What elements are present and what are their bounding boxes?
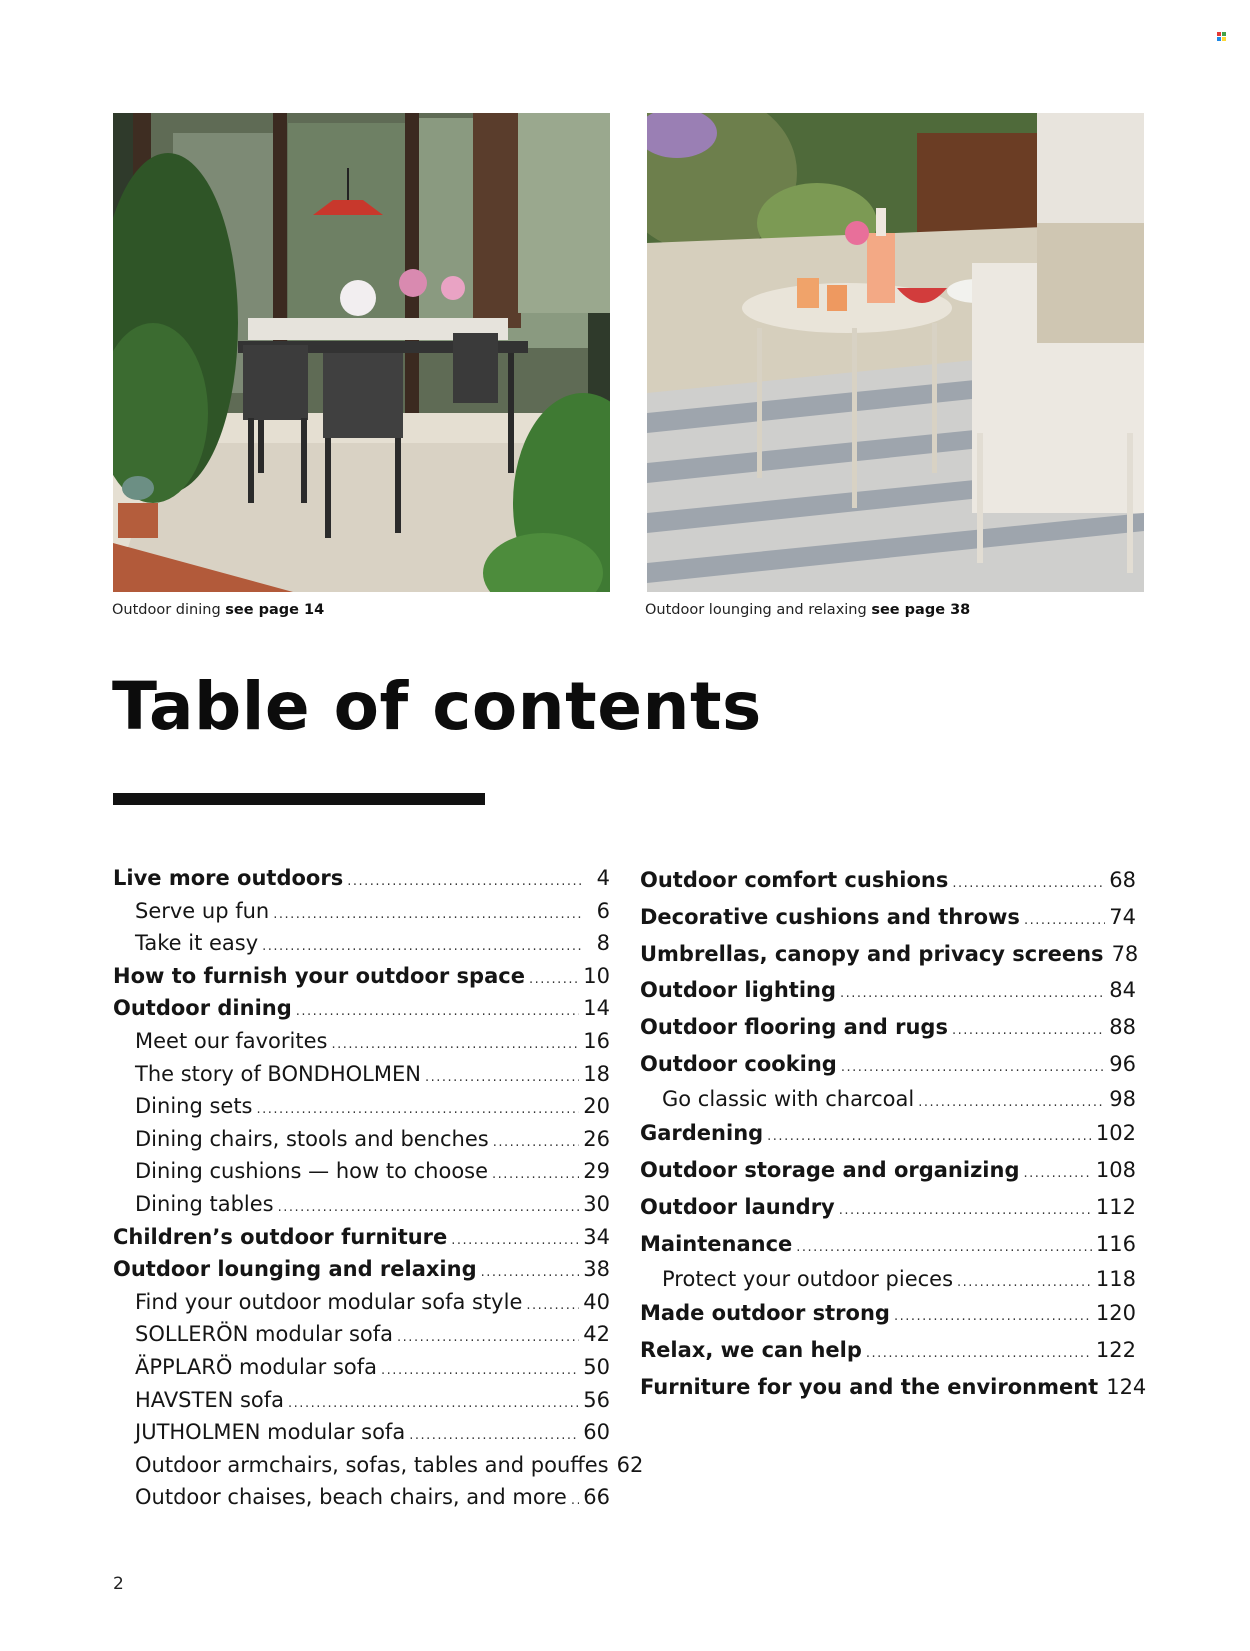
toc-page-number: 78: [1111, 941, 1139, 966]
toc-entry[interactable]: [640, 1085, 1136, 1118]
caption-outdoor-lounging: [645, 602, 970, 618]
caption-text: Outdoor lounging and relaxing: [645, 602, 867, 618]
toc-dot-leader: [839, 1194, 1092, 1228]
toc-entry-title: Outdoor armchairs, sofas, tables and pouffes: [135, 1452, 609, 1477]
toc-page-number: 6: [596, 898, 610, 923]
toc-dot-leader: [952, 1014, 1105, 1048]
toc-entry-title: ÄPPLARÖ modular sofa: [135, 1354, 378, 1379]
toc-entry[interactable]: [113, 994, 610, 1027]
toc-entry-title: Meet our favorites: [135, 1028, 328, 1053]
toc-dot-leader: [273, 900, 584, 930]
toc-dot-leader: [278, 1193, 580, 1223]
page-title: Table of contents: [112, 668, 762, 745]
toc-entry-title: Dining chairs, stools and benches: [135, 1126, 489, 1151]
toc-entry[interactable]: [113, 1223, 610, 1256]
toc-dot-leader: [492, 1160, 579, 1190]
toc-page-number: 118: [1095, 1266, 1136, 1291]
toc-dot-leader: [451, 1226, 579, 1256]
toc-entry[interactable]: [640, 1371, 1147, 1408]
toc-entry[interactable]: [640, 1191, 1136, 1228]
toc-column-right: [640, 864, 1147, 1408]
toc-entry-title: The story of BONDHOLMEN: [135, 1061, 421, 1086]
toc-entry-title: SOLLERÖN modular sofa: [135, 1322, 394, 1347]
toc-entry-title: JUTHOLMEN modular sofa: [135, 1420, 406, 1445]
toc-page-number: 108: [1095, 1158, 1136, 1183]
toc-entry[interactable]: [113, 1157, 610, 1190]
toc-entry[interactable]: [113, 1190, 610, 1223]
toc-entry-title: Maintenance: [640, 1231, 793, 1256]
toc-entry-title: Outdoor lighting: [640, 978, 836, 1003]
title-underline-rule: [113, 793, 485, 805]
toc-dot-leader: [409, 1421, 579, 1451]
toc-entry[interactable]: [640, 864, 1136, 901]
toc-dot-leader: [397, 1323, 579, 1353]
toc-dot-leader: [288, 1389, 579, 1419]
toc-page-number: 18: [583, 1061, 610, 1086]
toc-entry[interactable]: [640, 938, 1139, 975]
toc-entry-title: Live more outdoors: [113, 866, 344, 890]
toc-dot-leader: [767, 1120, 1092, 1154]
toc-page-number: 29: [583, 1159, 610, 1184]
toc-entry[interactable]: [640, 1154, 1136, 1191]
toc-page-number: 26: [583, 1126, 610, 1151]
toc-entry[interactable]: [113, 1320, 610, 1353]
toc-entry-title: Children’s outdoor furniture: [113, 1224, 448, 1249]
toc-dot-leader: [796, 1231, 1092, 1265]
toc-entry[interactable]: [113, 1483, 610, 1516]
toc-entry[interactable]: [640, 1117, 1136, 1154]
toc-entry[interactable]: [113, 897, 610, 930]
toc-dot-leader: [918, 1088, 1105, 1118]
toc-page-number: 40: [583, 1289, 610, 1314]
toc-dot-leader: [331, 1030, 579, 1060]
toc-entry[interactable]: [113, 1451, 644, 1484]
toc-entry-title: Take it easy: [135, 931, 259, 956]
toc-page-number: 102: [1095, 1121, 1136, 1146]
toc-entry-title: HAVSTEN sofa: [135, 1387, 285, 1412]
toc-page-number: 66: [583, 1485, 610, 1510]
toc-column-left: [113, 864, 644, 1516]
toc-page-number: 8: [596, 931, 610, 956]
toc-dot-leader: [296, 997, 580, 1027]
toc-entry[interactable]: [640, 1334, 1136, 1371]
toc-entry[interactable]: [113, 1092, 610, 1125]
toc-page-number: 96: [1109, 1051, 1136, 1076]
toc-entry-title: Dining tables: [135, 1191, 274, 1216]
toc-entry-title: Dining cushions — how to choose: [135, 1159, 489, 1184]
toc-dot-leader: [957, 1268, 1092, 1298]
toc-dot-leader: [571, 1486, 579, 1516]
toc-entry-title: Find your outdoor modular sofa style: [135, 1289, 523, 1314]
toc-entry-title: Outdoor lounging and relaxing: [113, 1257, 477, 1282]
toc-dot-leader: [840, 977, 1105, 1011]
toc-entry[interactable]: [640, 1228, 1136, 1265]
outdoor-lounging-photo: [647, 113, 1144, 592]
toc-page-number: 60: [583, 1420, 610, 1445]
toc-entry[interactable]: [640, 1011, 1136, 1048]
toc-entry-title: Outdoor flooring and rugs: [640, 1015, 948, 1040]
toc-page-number: 30: [583, 1191, 610, 1216]
toc-dot-leader: [481, 1258, 580, 1288]
toc-entry[interactable]: [640, 1265, 1136, 1298]
toc-entry[interactable]: [113, 1418, 610, 1451]
toc-dot-leader: [526, 1291, 579, 1321]
toc-entry[interactable]: [640, 974, 1136, 1011]
toc-page-number: 68: [1109, 868, 1136, 892]
toc-entry[interactable]: [640, 1048, 1136, 1085]
toc-dot-leader: [1023, 1157, 1091, 1191]
toc-page-number: 4: [596, 866, 610, 890]
toc-page-number: 116: [1095, 1231, 1136, 1256]
toc-dot-leader: [347, 867, 584, 897]
toc-page-number: 50: [583, 1354, 610, 1379]
toc-dot-leader: [1024, 904, 1105, 938]
toc-dot-leader: [952, 867, 1105, 901]
toc-entry[interactable]: [113, 864, 610, 897]
outdoor-dining-photo: [113, 113, 610, 592]
toc-page-number: 10: [583, 963, 610, 988]
toc-page-number: 16: [583, 1028, 610, 1053]
toc-page-number: 124: [1106, 1374, 1147, 1399]
toc-entry-title: Outdoor storage and organizing: [640, 1158, 1020, 1183]
toc-entry-title: Outdoor laundry: [640, 1194, 835, 1219]
toc-page-number: 98: [1109, 1086, 1136, 1111]
toc-entry-title: Furniture for you and the environment: [640, 1374, 1099, 1399]
toc-page-number: 62: [616, 1452, 644, 1477]
toc-entry-title: Protect your outdoor pieces: [662, 1266, 954, 1291]
toc-page-number: 112: [1095, 1194, 1136, 1219]
toc-entry-title: Umbrellas, canopy and privacy screens: [640, 941, 1104, 966]
toc-dot-leader: [381, 1356, 579, 1386]
toc-page-number: 14: [583, 996, 610, 1021]
toc-entry-title: Decorative cushions and throws: [640, 904, 1020, 929]
toc-entry-title: Outdoor chaises, beach chairs, and more: [135, 1485, 567, 1510]
corner-color-mark: [1217, 32, 1226, 41]
toc-entry[interactable]: [113, 962, 610, 995]
toc-dot-leader: [866, 1337, 1092, 1371]
toc-entry[interactable]: [113, 1125, 610, 1158]
toc-entry-title: Relax, we can help: [640, 1337, 862, 1362]
toc-entry[interactable]: [113, 1288, 610, 1321]
toc-page-number: 88: [1109, 1015, 1136, 1040]
caption-page-link[interactable]: see page 38: [871, 602, 971, 618]
toc-entry[interactable]: [640, 901, 1136, 938]
toc-entry[interactable]: [640, 1297, 1136, 1334]
toc-dot-leader: [894, 1300, 1092, 1334]
toc-entry[interactable]: [113, 1353, 610, 1386]
toc-entry-title: Outdoor comfort cushions: [640, 868, 949, 892]
toc-page-number: 34: [583, 1224, 610, 1249]
toc-page-number: 120: [1095, 1301, 1136, 1326]
toc-entry[interactable]: [113, 1060, 610, 1093]
toc-dot-leader: [257, 1095, 580, 1125]
toc-entry-title: Outdoor dining: [113, 996, 292, 1021]
caption-text: Outdoor dining: [112, 602, 221, 618]
page-number: 2: [113, 1574, 124, 1594]
toc-dot-leader: [262, 932, 584, 962]
toc-entry-title: Go classic with charcoal: [662, 1086, 915, 1111]
toc-dot-leader: [529, 965, 579, 995]
toc-dot-leader: [493, 1128, 580, 1158]
toc-page-number: 122: [1095, 1337, 1136, 1362]
toc-entry-title: Gardening: [640, 1121, 764, 1146]
toc-entry-title: Dining sets: [135, 1094, 253, 1119]
toc-page-number: 42: [583, 1322, 610, 1347]
toc-page-number: 74: [1109, 904, 1136, 929]
toc-entry[interactable]: [113, 1386, 610, 1419]
toc-entry-title: Serve up fun: [135, 898, 270, 923]
toc-entry-title: Outdoor cooking: [640, 1051, 837, 1076]
toc-entry[interactable]: [113, 1255, 610, 1288]
toc-entry-title: How to furnish your outdoor space: [113, 963, 525, 988]
toc-page-number: 84: [1109, 978, 1136, 1003]
toc-page-number: 38: [583, 1257, 610, 1282]
caption-outdoor-dining: [112, 602, 324, 618]
toc-dot-leader: [841, 1051, 1105, 1085]
toc-entry[interactable]: [113, 1027, 610, 1060]
toc-entry-title: Made outdoor strong: [640, 1301, 890, 1326]
toc-dot-leader: [425, 1063, 579, 1093]
toc-entry[interactable]: [113, 929, 610, 962]
toc-page-number: 20: [583, 1094, 610, 1119]
caption-page-link[interactable]: see page 14: [225, 602, 325, 618]
toc-page-number: 56: [583, 1387, 610, 1412]
